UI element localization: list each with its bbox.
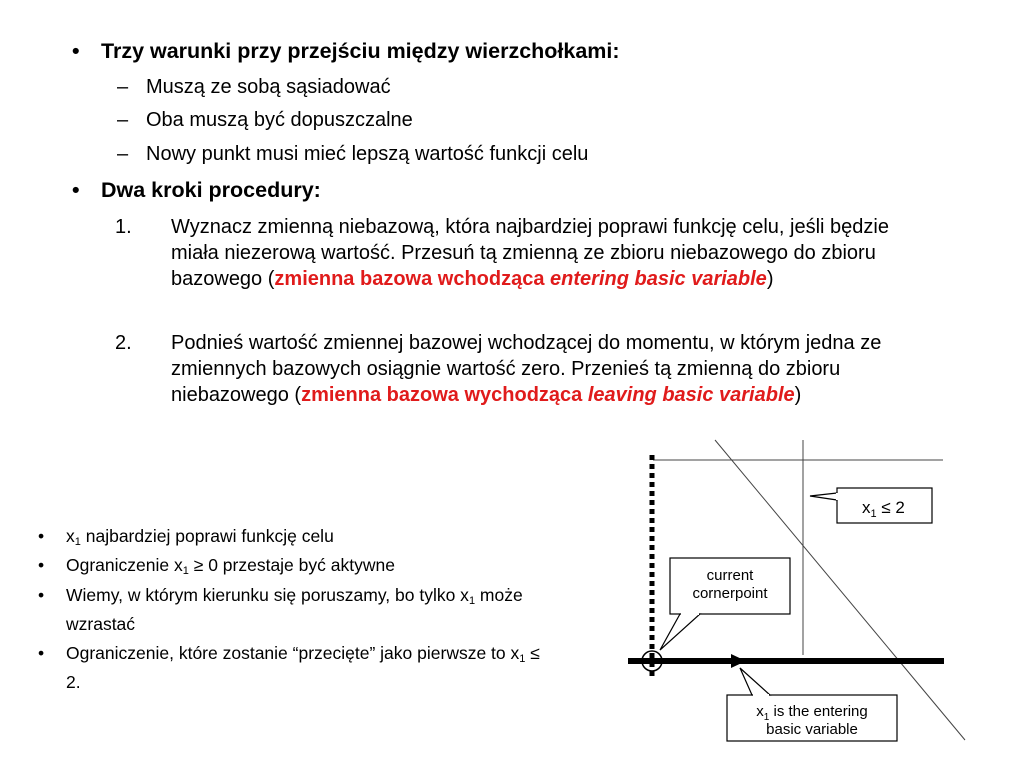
constraint-label: $x_1 \le 2$ xyxy=(862,498,905,520)
callout-pointer xyxy=(810,493,837,500)
subscript: 1 xyxy=(468,594,476,607)
bullet-dot: • xyxy=(38,643,45,664)
callout-pointer xyxy=(740,668,770,695)
side-note-2-rest: ≥ 0 przestaje być aktywne xyxy=(188,555,395,576)
direction-arrow-icon xyxy=(731,654,746,668)
step-1-number: 1. xyxy=(115,216,132,238)
step-2-number: 2. xyxy=(115,332,132,354)
entering-label-line-2: basic variable xyxy=(766,721,858,738)
side-note-4-rest: ≤ 2. xyxy=(66,643,540,693)
subscript: 1 xyxy=(182,565,189,578)
side-note-2-text: Ograniczenie x xyxy=(66,555,183,576)
bullet-dot: • xyxy=(72,178,80,202)
step-2-red-term: zmienna bazowa wychodząca xyxy=(301,384,583,406)
bullet-procedure-text: Dwa kroki procedury: xyxy=(101,178,321,202)
side-note-1-var: x xyxy=(66,526,75,546)
subscript: 1 xyxy=(74,536,81,548)
callout-pointer xyxy=(660,614,700,650)
bullet-dot: • xyxy=(38,526,45,546)
step-1-red-italic-term: entering basic variable xyxy=(550,268,767,290)
bullet-dot: • xyxy=(38,584,45,605)
entering-label-line-1: $x_1$ is the entering xyxy=(756,703,868,723)
bullet-conditions-text: Trzy warunki przy przejściu między wierzchołkami: xyxy=(101,39,620,63)
side-note-1-text: najbardziej poprawi funkcję celu xyxy=(80,526,334,546)
side-note-4-text: Ograniczenie, które zostanie “przecięte” jako pierwsze to x xyxy=(66,643,520,664)
subscript: 1 xyxy=(519,653,526,666)
bullet-dot: • xyxy=(72,39,80,63)
dash: – xyxy=(117,76,129,98)
side-note-3-rest: może wzrastać xyxy=(66,584,523,634)
current-label-line-1: current xyxy=(706,567,754,584)
step-2-body: Podnieś wartość zmiennej bazowej wchodzącej do momentu, w którym jedna ze zmiennych bazowych osiągnie wartość zero. Przenieś tą zmienną do zbioru niebazowego ( xyxy=(171,332,882,406)
step-1-close: ) xyxy=(766,268,774,290)
step-2-red-italic-term: leaving basic variable xyxy=(587,384,795,406)
step-2-close: ) xyxy=(794,384,802,406)
dash: – xyxy=(117,143,129,165)
current-label-line-2: cornerpoint xyxy=(692,585,768,602)
step-1-body: Wyznacz zmienną niebazową, która najbardziej poprawi funkcję celu, jeśli będzie miała niezerową wartość. Przesuń tą zmienną ze zbioru niebazowego do zbioru bazowego ( xyxy=(171,216,889,290)
sub-item-feasible-text: Oba muszą być dopuszczalne xyxy=(146,109,413,131)
side-note-3-text: Wiemy, w którym kierunku się poruszamy, bo tylko x xyxy=(66,584,469,605)
bullet-dot: • xyxy=(38,555,45,576)
step-1-red-term: zmienna bazowa wchodząca xyxy=(274,268,545,290)
sub-item-adjacent-text: Muszą ze sobą sąsiadować xyxy=(146,76,391,98)
sub-item-better-text: Nowy punkt musi mieć lepszą wartość funkcji celu xyxy=(146,143,589,165)
dash: – xyxy=(117,109,129,131)
